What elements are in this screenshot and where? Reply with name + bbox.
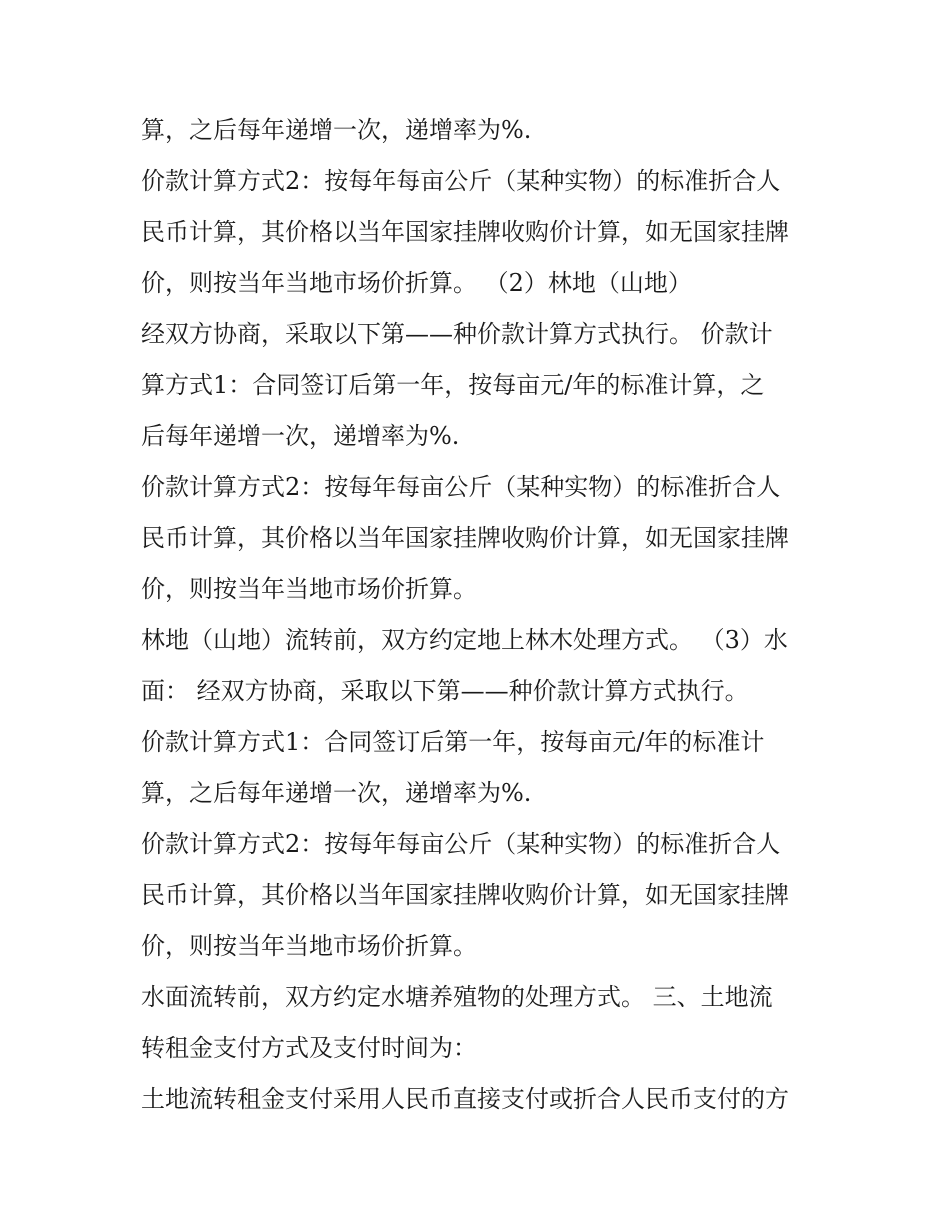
text-line: 经双方协商，采取以下第——种价款计算方式执行。 价款计 <box>141 320 773 348</box>
text-line: 算，之后每年递增一次，递增率为%. <box>141 779 532 807</box>
text-line: 价款计算方式2：按每年每亩公斤（某种实物）的标准折合人 <box>141 830 781 858</box>
document-body <box>141 105 831 1125</box>
text-line: 价，则按当年当地市场价折算。 <box>141 575 477 603</box>
text-line: 价款计算方式2：按每年每亩公斤（某种实物）的标准折合人 <box>141 473 781 501</box>
text-line: 算，之后每年递增一次，递增率为%. <box>141 116 532 144</box>
text-line: 价，则按当年当地市场价折算。 <box>141 932 477 960</box>
text-line: 林地（山地）流转前，双方约定地上林木处理方式。 （3）水 <box>141 626 788 654</box>
text-line: 民币计算，其价格以当年国家挂牌收购价计算，如无国家挂牌 <box>141 881 789 909</box>
text-line: 价，则按当年当地市场价折算。 （2）林地（山地） <box>141 269 692 297</box>
text-line: 水面流转前，双方约定水塘养殖物的处理方式。 三、土地流 <box>141 983 773 1011</box>
text-line: 民币计算，其价格以当年国家挂牌收购价计算，如无国家挂牌 <box>141 524 789 552</box>
text-line: 土地流转租金支付采用人民币直接支付或折合人民币支付的方 <box>141 1085 789 1113</box>
text-line: 后每年递增一次，递增率为%. <box>141 422 460 450</box>
text-line: 算方式1：合同签订后第一年，按每亩元/年的标准计算，之 <box>141 371 765 399</box>
text-line: 面： 经双方协商，采取以下第——种价款计算方式执行。 <box>141 677 749 705</box>
text-line: 价款计算方式1：合同签订后第一年，按每亩元/年的标准计 <box>141 728 765 756</box>
text-line: 价款计算方式2：按每年每亩公斤（某种实物）的标准折合人 <box>141 167 781 195</box>
text-line: 民币计算，其价格以当年国家挂牌收购价计算，如无国家挂牌 <box>141 218 789 246</box>
text-line: 转租金支付方式及支付时间为： <box>141 1034 477 1062</box>
